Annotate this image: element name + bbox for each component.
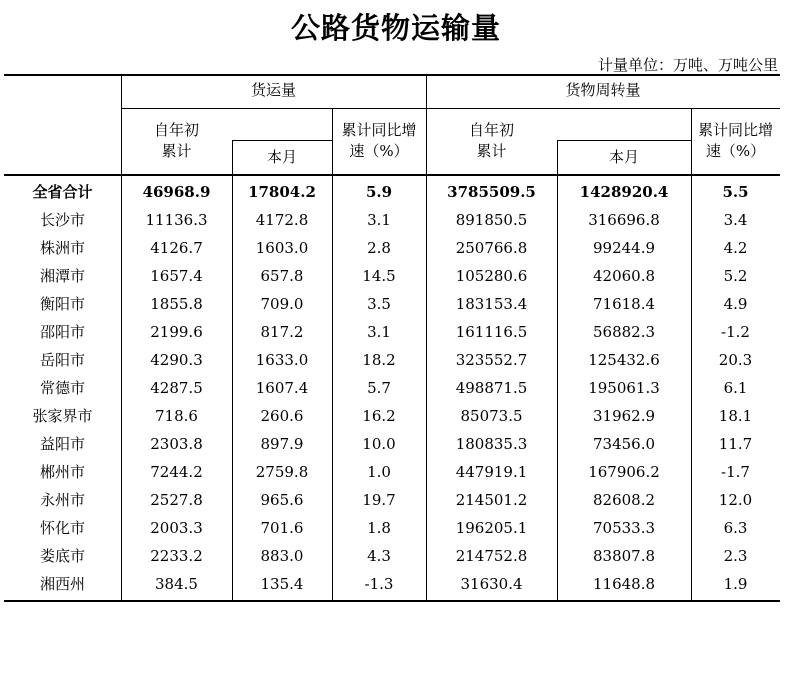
header-turn-month: 本月 xyxy=(608,148,639,166)
cell-region: 永州市 xyxy=(39,491,85,509)
cell-vol-ytd: 2303.8 xyxy=(150,435,203,453)
cell-turn-month: 31962.9 xyxy=(592,407,656,425)
table-row xyxy=(4,206,780,234)
header-freight-volume: 货运量 xyxy=(250,81,296,99)
cell-vol-yoy: 3.1 xyxy=(367,211,391,229)
table-row xyxy=(4,290,780,318)
cell-region: 怀化市 xyxy=(39,519,85,537)
table-row xyxy=(4,234,780,262)
table-row xyxy=(4,514,780,542)
cell-vol-month: 709.0 xyxy=(260,295,304,313)
month-rule-2 xyxy=(557,140,691,141)
header-vol-yoy-line1: 累计同比增 xyxy=(341,121,417,139)
cell-turn-yoy: 18.1 xyxy=(718,407,753,425)
cell-turn-ytd: 161116.5 xyxy=(455,323,528,341)
cell-turn-month: 42060.8 xyxy=(592,267,656,285)
cell-vol-month: 657.8 xyxy=(260,267,304,285)
cell-vol-month: 4172.8 xyxy=(255,211,309,229)
cell-turn-month: 195061.3 xyxy=(588,379,660,397)
cell-vol-ytd: 384.5 xyxy=(155,575,198,593)
header-vol-month: 本月 xyxy=(266,148,297,166)
cell-region: 邵阳市 xyxy=(39,323,85,341)
cell-vol-month: 260.6 xyxy=(260,407,304,425)
header-vol-yoy xyxy=(332,120,426,162)
cell-vol-yoy: 16.2 xyxy=(362,407,396,425)
cell-vol-month: 883.0 xyxy=(260,547,304,565)
cell-turn-yoy: -1.2 xyxy=(721,323,750,341)
cell-region: 湘潭市 xyxy=(39,267,85,285)
table-row xyxy=(4,486,780,514)
cell-region: 全省合计 xyxy=(32,183,93,201)
table-body xyxy=(4,178,780,598)
cell-turn-ytd: 196205.1 xyxy=(455,519,528,537)
header-freight-turnover: 货物周转量 xyxy=(565,81,641,99)
cell-vol-yoy: 14.5 xyxy=(362,267,396,285)
table-row-total xyxy=(4,178,780,206)
cell-vol-yoy: 3.5 xyxy=(367,295,391,313)
cell-vol-ytd: 2199.6 xyxy=(150,323,203,341)
cell-turn-ytd: 214501.2 xyxy=(455,491,528,509)
cell-turn-month: 83807.8 xyxy=(592,547,656,565)
month-rule-1 xyxy=(232,140,332,141)
cell-vol-month: 817.2 xyxy=(260,323,304,341)
cell-vol-yoy: 4.3 xyxy=(367,547,391,565)
cell-turn-ytd: 105280.6 xyxy=(455,267,528,285)
cell-turn-yoy: 6.3 xyxy=(723,519,748,537)
header-vol-ytd-line2: 累计 xyxy=(161,142,192,160)
table-row xyxy=(4,374,780,402)
table-row xyxy=(4,262,780,290)
cell-vol-ytd: 2233.2 xyxy=(150,547,203,565)
cell-vol-ytd: 46968.9 xyxy=(142,183,211,201)
cell-turn-yoy: 11.7 xyxy=(718,435,753,453)
cell-turn-yoy: 20.3 xyxy=(718,351,753,369)
cell-region: 张家界市 xyxy=(32,407,93,425)
cell-region: 长沙市 xyxy=(39,211,85,229)
cell-vol-month: 965.6 xyxy=(260,491,304,509)
cell-turn-month: 11648.8 xyxy=(592,575,656,593)
cell-turn-yoy: 5.2 xyxy=(723,267,748,285)
cell-turn-month: 82608.2 xyxy=(592,491,656,509)
cell-region: 湘西州 xyxy=(39,575,85,593)
header-group-rule-2 xyxy=(426,108,780,109)
cell-turn-month: 56882.3 xyxy=(592,323,656,341)
cell-vol-ytd: 4290.3 xyxy=(150,351,203,369)
cell-vol-ytd: 2003.3 xyxy=(150,519,203,537)
cell-turn-ytd: 31630.4 xyxy=(460,575,523,593)
cell-turn-ytd: 85073.5 xyxy=(460,407,523,425)
cell-vol-ytd: 4126.7 xyxy=(150,239,203,257)
header-turn-yoy-line1: 累计同比增 xyxy=(697,121,773,139)
cell-turn-ytd: 180835.3 xyxy=(455,435,528,453)
cell-vol-yoy: 19.7 xyxy=(362,491,396,509)
cell-vol-yoy: 5.7 xyxy=(367,379,391,397)
cell-turn-month: 1428920.4 xyxy=(579,183,669,201)
cell-turn-yoy: 5.5 xyxy=(722,183,749,201)
table-row xyxy=(4,542,780,570)
cell-vol-yoy: 18.2 xyxy=(362,351,396,369)
cell-region: 常德市 xyxy=(39,379,85,397)
table-row xyxy=(4,430,780,458)
header-turn-yoy-line2: 速（%） xyxy=(705,142,766,160)
header-vol-yoy-line2: 速（%） xyxy=(349,142,409,160)
cell-vol-ytd: 2527.8 xyxy=(150,491,203,509)
cell-turn-yoy: 2.3 xyxy=(723,547,748,565)
header-group-rule-1 xyxy=(121,108,426,109)
cell-turn-ytd: 447919.1 xyxy=(455,463,528,481)
unit-note: 计量单位：万吨、万吨公里 xyxy=(597,56,778,74)
page-title: 公路货物运输量 xyxy=(290,11,501,45)
cell-turn-ytd: 498871.5 xyxy=(455,379,528,397)
cell-region: 岳阳市 xyxy=(39,351,85,369)
cell-vol-month: 1603.0 xyxy=(255,239,309,257)
cell-vol-ytd: 1657.4 xyxy=(150,267,203,285)
cell-region: 益阳市 xyxy=(39,435,85,453)
cell-turn-ytd: 250766.8 xyxy=(455,239,528,257)
cell-vol-month: 135.4 xyxy=(260,575,304,593)
header-turn-ytd xyxy=(426,120,557,162)
cell-vol-month: 1633.0 xyxy=(255,351,309,369)
cell-turn-yoy: -1.7 xyxy=(721,463,750,481)
cell-vol-yoy: 10.0 xyxy=(362,435,396,453)
cell-turn-ytd: 891850.5 xyxy=(455,211,528,229)
cell-turn-month: 125432.6 xyxy=(588,351,660,369)
cell-vol-month: 17804.2 xyxy=(248,183,316,201)
table-row xyxy=(4,318,780,346)
cell-vol-month: 2759.8 xyxy=(255,463,309,481)
cell-turn-ytd: 183153.4 xyxy=(455,295,528,313)
table-row xyxy=(4,346,780,374)
cell-vol-month: 1607.4 xyxy=(255,379,309,397)
cell-vol-yoy: 2.8 xyxy=(367,239,391,257)
cell-turn-month: 167906.2 xyxy=(588,463,660,481)
cell-turn-yoy: 12.0 xyxy=(718,491,753,509)
cell-vol-month: 701.6 xyxy=(260,519,304,537)
cell-turn-yoy: 4.2 xyxy=(723,239,748,257)
header-vol-ytd-line1: 自年初 xyxy=(153,121,199,139)
cell-turn-month: 99244.9 xyxy=(592,239,656,257)
cell-vol-yoy: -1.3 xyxy=(364,575,394,593)
cell-turn-yoy: 6.1 xyxy=(723,379,748,397)
cell-turn-month: 71618.4 xyxy=(592,295,656,313)
cell-vol-ytd: 7244.2 xyxy=(150,463,203,481)
cell-vol-yoy: 1.0 xyxy=(367,463,391,481)
table-row xyxy=(4,402,780,430)
cell-turn-yoy: 1.9 xyxy=(723,575,748,593)
cell-turn-ytd: 214752.8 xyxy=(455,547,528,565)
cell-turn-ytd: 3785509.5 xyxy=(447,183,536,201)
header-turn-ytd-line2: 累计 xyxy=(476,142,507,160)
cell-region: 娄底市 xyxy=(39,547,85,565)
header-turn-yoy xyxy=(691,120,780,162)
cell-vol-ytd: 1855.8 xyxy=(150,295,203,313)
cell-region: 衡阳市 xyxy=(39,295,85,313)
cell-vol-yoy: 1.8 xyxy=(367,519,391,537)
cell-turn-month: 70533.3 xyxy=(592,519,656,537)
cell-turn-yoy: 4.9 xyxy=(723,295,748,313)
table-row xyxy=(4,570,780,598)
cell-region: 郴州市 xyxy=(39,463,85,481)
cell-turn-month: 316696.8 xyxy=(588,211,660,229)
cell-vol-ytd: 4287.5 xyxy=(150,379,203,397)
header-turn-ytd-line1: 自年初 xyxy=(468,121,514,139)
cell-vol-yoy: 3.1 xyxy=(367,323,391,341)
cell-vol-yoy: 5.9 xyxy=(365,183,393,201)
cell-turn-month: 73456.0 xyxy=(592,435,656,453)
cell-vol-ytd: 11136.3 xyxy=(145,211,208,229)
cell-vol-month: 897.9 xyxy=(260,435,304,453)
header-vol-ytd xyxy=(121,120,232,162)
table-row xyxy=(4,458,780,486)
cell-turn-ytd: 323552.7 xyxy=(455,351,528,369)
cell-region: 株洲市 xyxy=(39,239,85,257)
cell-vol-ytd: 718.6 xyxy=(155,407,198,425)
cell-turn-yoy: 3.4 xyxy=(723,211,748,229)
